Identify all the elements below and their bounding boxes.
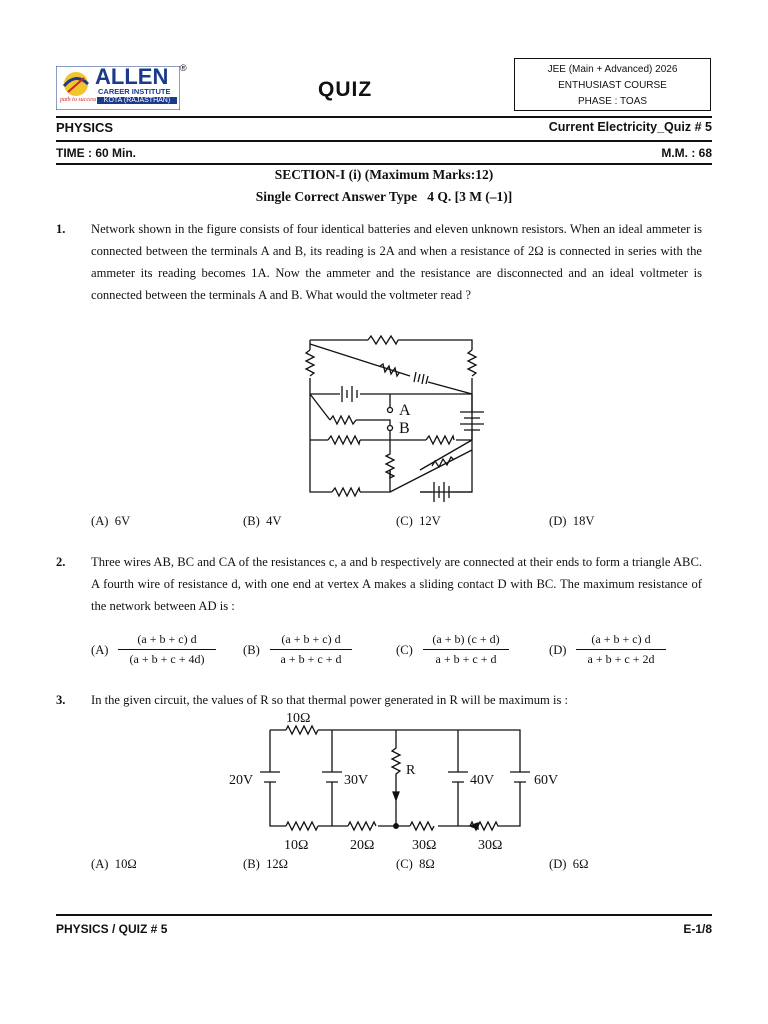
question-2-option-c-label[interactable]: (C) (396, 643, 413, 657)
option-c-denominator: a + b + c + d (435, 652, 497, 666)
option-c-numerator: (a + b) (c + d) (423, 632, 509, 650)
question-2-option-a-fraction[interactable] (118, 632, 216, 667)
footer-page: E-1/8 (683, 922, 712, 936)
brand-sub: CAREER INSTITUTE (98, 87, 171, 96)
label-top-10-ohm: 10Ω (286, 711, 311, 726)
question-3-option-d[interactable]: (D) 6Ω (549, 857, 589, 871)
label-60v: 60V (534, 773, 559, 788)
section-title: SECTION-I (i) (Maximum Marks:12) (274, 167, 494, 182)
brand-name: ALLEN (95, 64, 169, 89)
question-1-number: 1. (56, 222, 66, 236)
label-bottom-30-ohm-1: 30Ω (412, 838, 437, 853)
question-1-option-d[interactable]: (D) 18V (549, 514, 595, 528)
registered-mark: ® (180, 63, 187, 73)
question-2-option-c-fraction[interactable] (423, 632, 509, 667)
label-30v: 30V (344, 773, 369, 788)
header-rule-2 (56, 140, 712, 142)
label-20v: 20V (229, 773, 254, 788)
subject-label: PHYSICS (56, 120, 114, 135)
question-2-option-b-fraction[interactable] (270, 632, 352, 667)
question-1-option-c[interactable]: (C) 12V (396, 514, 441, 528)
header-rule-1 (56, 116, 712, 118)
question-2-option-b-label[interactable]: (B) (243, 643, 260, 657)
course-box (514, 58, 711, 111)
option-d-numerator: (a + b + c) d (576, 632, 666, 650)
question-1-text: Network shown in the figure consists of four identical batteries and eleven unknown resistors. When an ideal ammeter is connected between the terminals A and B, its reading is 2A and when a resistance of 2Ω is connected in series with the ammeter its reading becomes 1A. Now the ammeter and the resistance are disconnected and an ideal voltmeter is connected between the terminals A and B. What would the voltmeter read ? (91, 222, 702, 302)
option-a-denominator: (a + b + c + 4d) (129, 652, 205, 666)
option-a-numerator: (a + b + c) d (118, 632, 216, 650)
question-2-number: 2. (56, 555, 66, 569)
time-label: TIME : 60 Min. (56, 146, 137, 160)
question-1-option-b[interactable]: (B) 4V (243, 514, 282, 528)
option-b-denominator: a + b + c + d (280, 652, 342, 666)
label-bottom-30-ohm-2: 30Ω (478, 838, 503, 853)
question-2-option-d-label[interactable]: (D) (549, 643, 567, 657)
topic-label: Current Electricity_Quiz # 5 (548, 120, 712, 134)
question-2-option-d-fraction[interactable] (576, 632, 666, 667)
question-2-option-a-label[interactable]: (A) (91, 643, 109, 657)
label-40v: 40V (470, 773, 495, 788)
section-type: Single Correct Answer Type 4 Q. [3 M (–1)] (255, 189, 513, 204)
quiz-title: QUIZ (318, 78, 373, 101)
course-line-3: PHASE : TOAS (577, 96, 648, 107)
terminal-b-label: B (399, 420, 410, 437)
question-3-option-a[interactable]: (A) 10Ω (91, 857, 137, 871)
header-rule-3 (56, 163, 712, 165)
question-2-text: Three wires AB, BC and CA of the resistances c, a and b respectively are connected at their ends to form a triangle ABC. A fourth wire of resistance d, with one end at vertex A makes a sliding contact D with BC. The maximum resistance of the network between AD is : (91, 555, 702, 613)
question-1-option-a[interactable]: (A) 6V (91, 514, 131, 528)
option-b-numerator: (a + b + c) d (270, 632, 352, 650)
label-r: R (406, 763, 416, 778)
label-bottom-20-ohm: 20Ω (350, 838, 375, 853)
marks-label: M.M. : 68 (661, 146, 712, 160)
terminal-a-label: A (399, 402, 411, 419)
course-line-2: ENTHUSIAST COURSE (558, 80, 667, 91)
question-3-text: In the given circuit, the values of R so that thermal power generated in R will be maximum is : (91, 693, 569, 707)
footer-rule (56, 914, 712, 916)
question-3-option-b[interactable]: (B) 12Ω (243, 857, 289, 871)
option-d-denominator: a + b + c + 2d (587, 652, 655, 666)
question-3-option-c[interactable]: (C) 8Ω (396, 857, 435, 871)
footer-left: PHYSICS / QUIZ # 5 (56, 922, 168, 936)
brand-tagline: path to success (60, 97, 97, 103)
question-3-number: 3. (56, 693, 66, 707)
brand-city: KOTA (RAJASTHAN) (97, 97, 177, 104)
label-bottom-10-ohm: 10Ω (284, 838, 309, 853)
course-line-1: JEE (Main + Advanced) 2026 (547, 64, 678, 75)
question-3-figure (226, 708, 576, 854)
question-1-figure (300, 330, 500, 502)
